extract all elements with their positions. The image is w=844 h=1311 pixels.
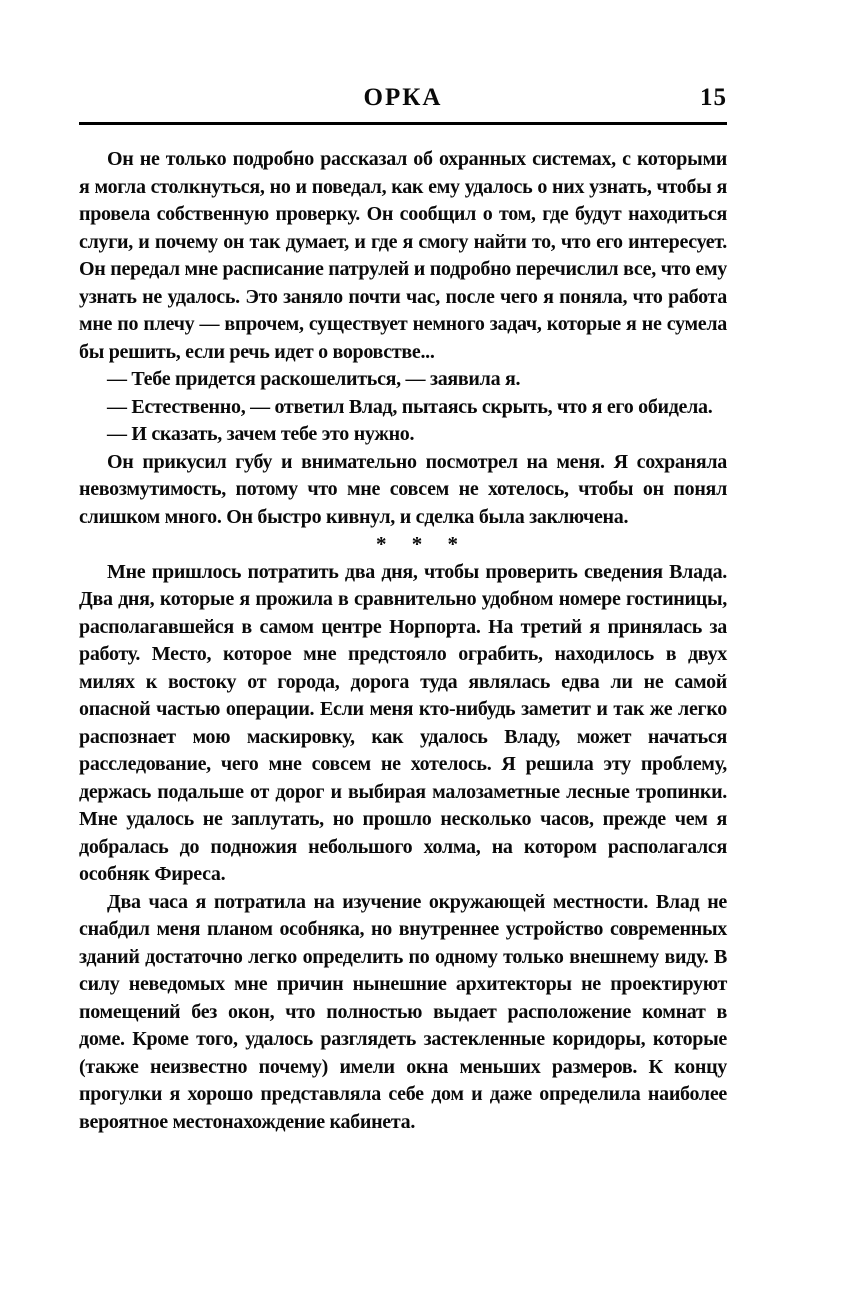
text-section-1 [79,146,727,531]
scene-separator: * * * [376,532,458,556]
text-section-2 [79,559,727,1137]
page-header [79,84,727,116]
running-title: ОРКА [363,84,443,111]
header-rule [79,122,727,125]
paragraph: Мне пришлось потратить два дня, чтобы проверить сведения Влада. Два дня, которые я прожила в сравнительно удобном номере гостиницы, располагавшейся в самом центре Норпорта. На третий я принялась за работу. Место, которое мне предстояло ограбить, находилось в двух милях к востоку от города, дорога туда являлась едва ли не самой опасной частью операции. Если меня кто-нибудь заметит и так же легко распознает мою маскировку, как удалось Владу, может начаться расследование, чего мне совсем не хотелось. Я решила эту проблему, держась подальше от дорог и выбирая малозаметные лесные тропинки. Мне удалось не заплутать, но прошло несколько часов, прежде чем я добралась до подножия небольшого холма, на котором располагался особняк Фиреса. [79,560,727,885]
page-number: 15 [700,84,727,111]
paragraph: Он не только подробно рассказал об охранных системах, с которыми я могла столкнуться, но и поведал, как ему удалось о них узнать, чтобы я провела собственную проверку. Он сообщил о том, где будут находиться слуги, и почему он так думает, и где я смогу найти то, что его интересует. Он передал мне расписание патрулей и подробно перечислил все, что ему узнать не удалось. Это заняло почти час, после чего я поняла, что работа мне по плечу — впрочем, существует немного задач, которые я не сумела бы решить, если речь идет о воровстве... [79,148,727,363]
paragraph: Он прикусил губу и внимательно посмотрел на меня. Я сохраняла невозмутимость, потому что мне совсем не хотелось, чтобы он понял слишком много. Он быстро кивнул, и сделка была заключена. [79,450,727,528]
dialogue-paragraph: — Тебе придется раскошелиться, — заявила я. [107,368,521,390]
dialogue-paragraph: — И сказать, зачем тебе это нужно. [107,423,415,445]
dialogue-paragraph: — Естественно, — ответил Влад, пытаясь скрыть, что я его обидела. [107,395,713,418]
page-body [79,146,727,1136]
paragraph: Два часа я потратила на изучение окружающей местности. Влад не снабдил меня планом особняка, но внутреннее устройство современных зданий достаточно легко определить по одному только внешнему виду. В силу неведомых мне причин нынешние архитекторы не проектируют помещений без окон, что полностью выдает расположение комнат в доме. Кроме того, удалось разглядеть застекленные коридоры, которые (также неизвестно почему) имели окна меньших размеров. К концу прогулки я хорошо представляла себе дом и даже определила наиболее вероятное местонахождение кабинета. [79,890,727,1133]
